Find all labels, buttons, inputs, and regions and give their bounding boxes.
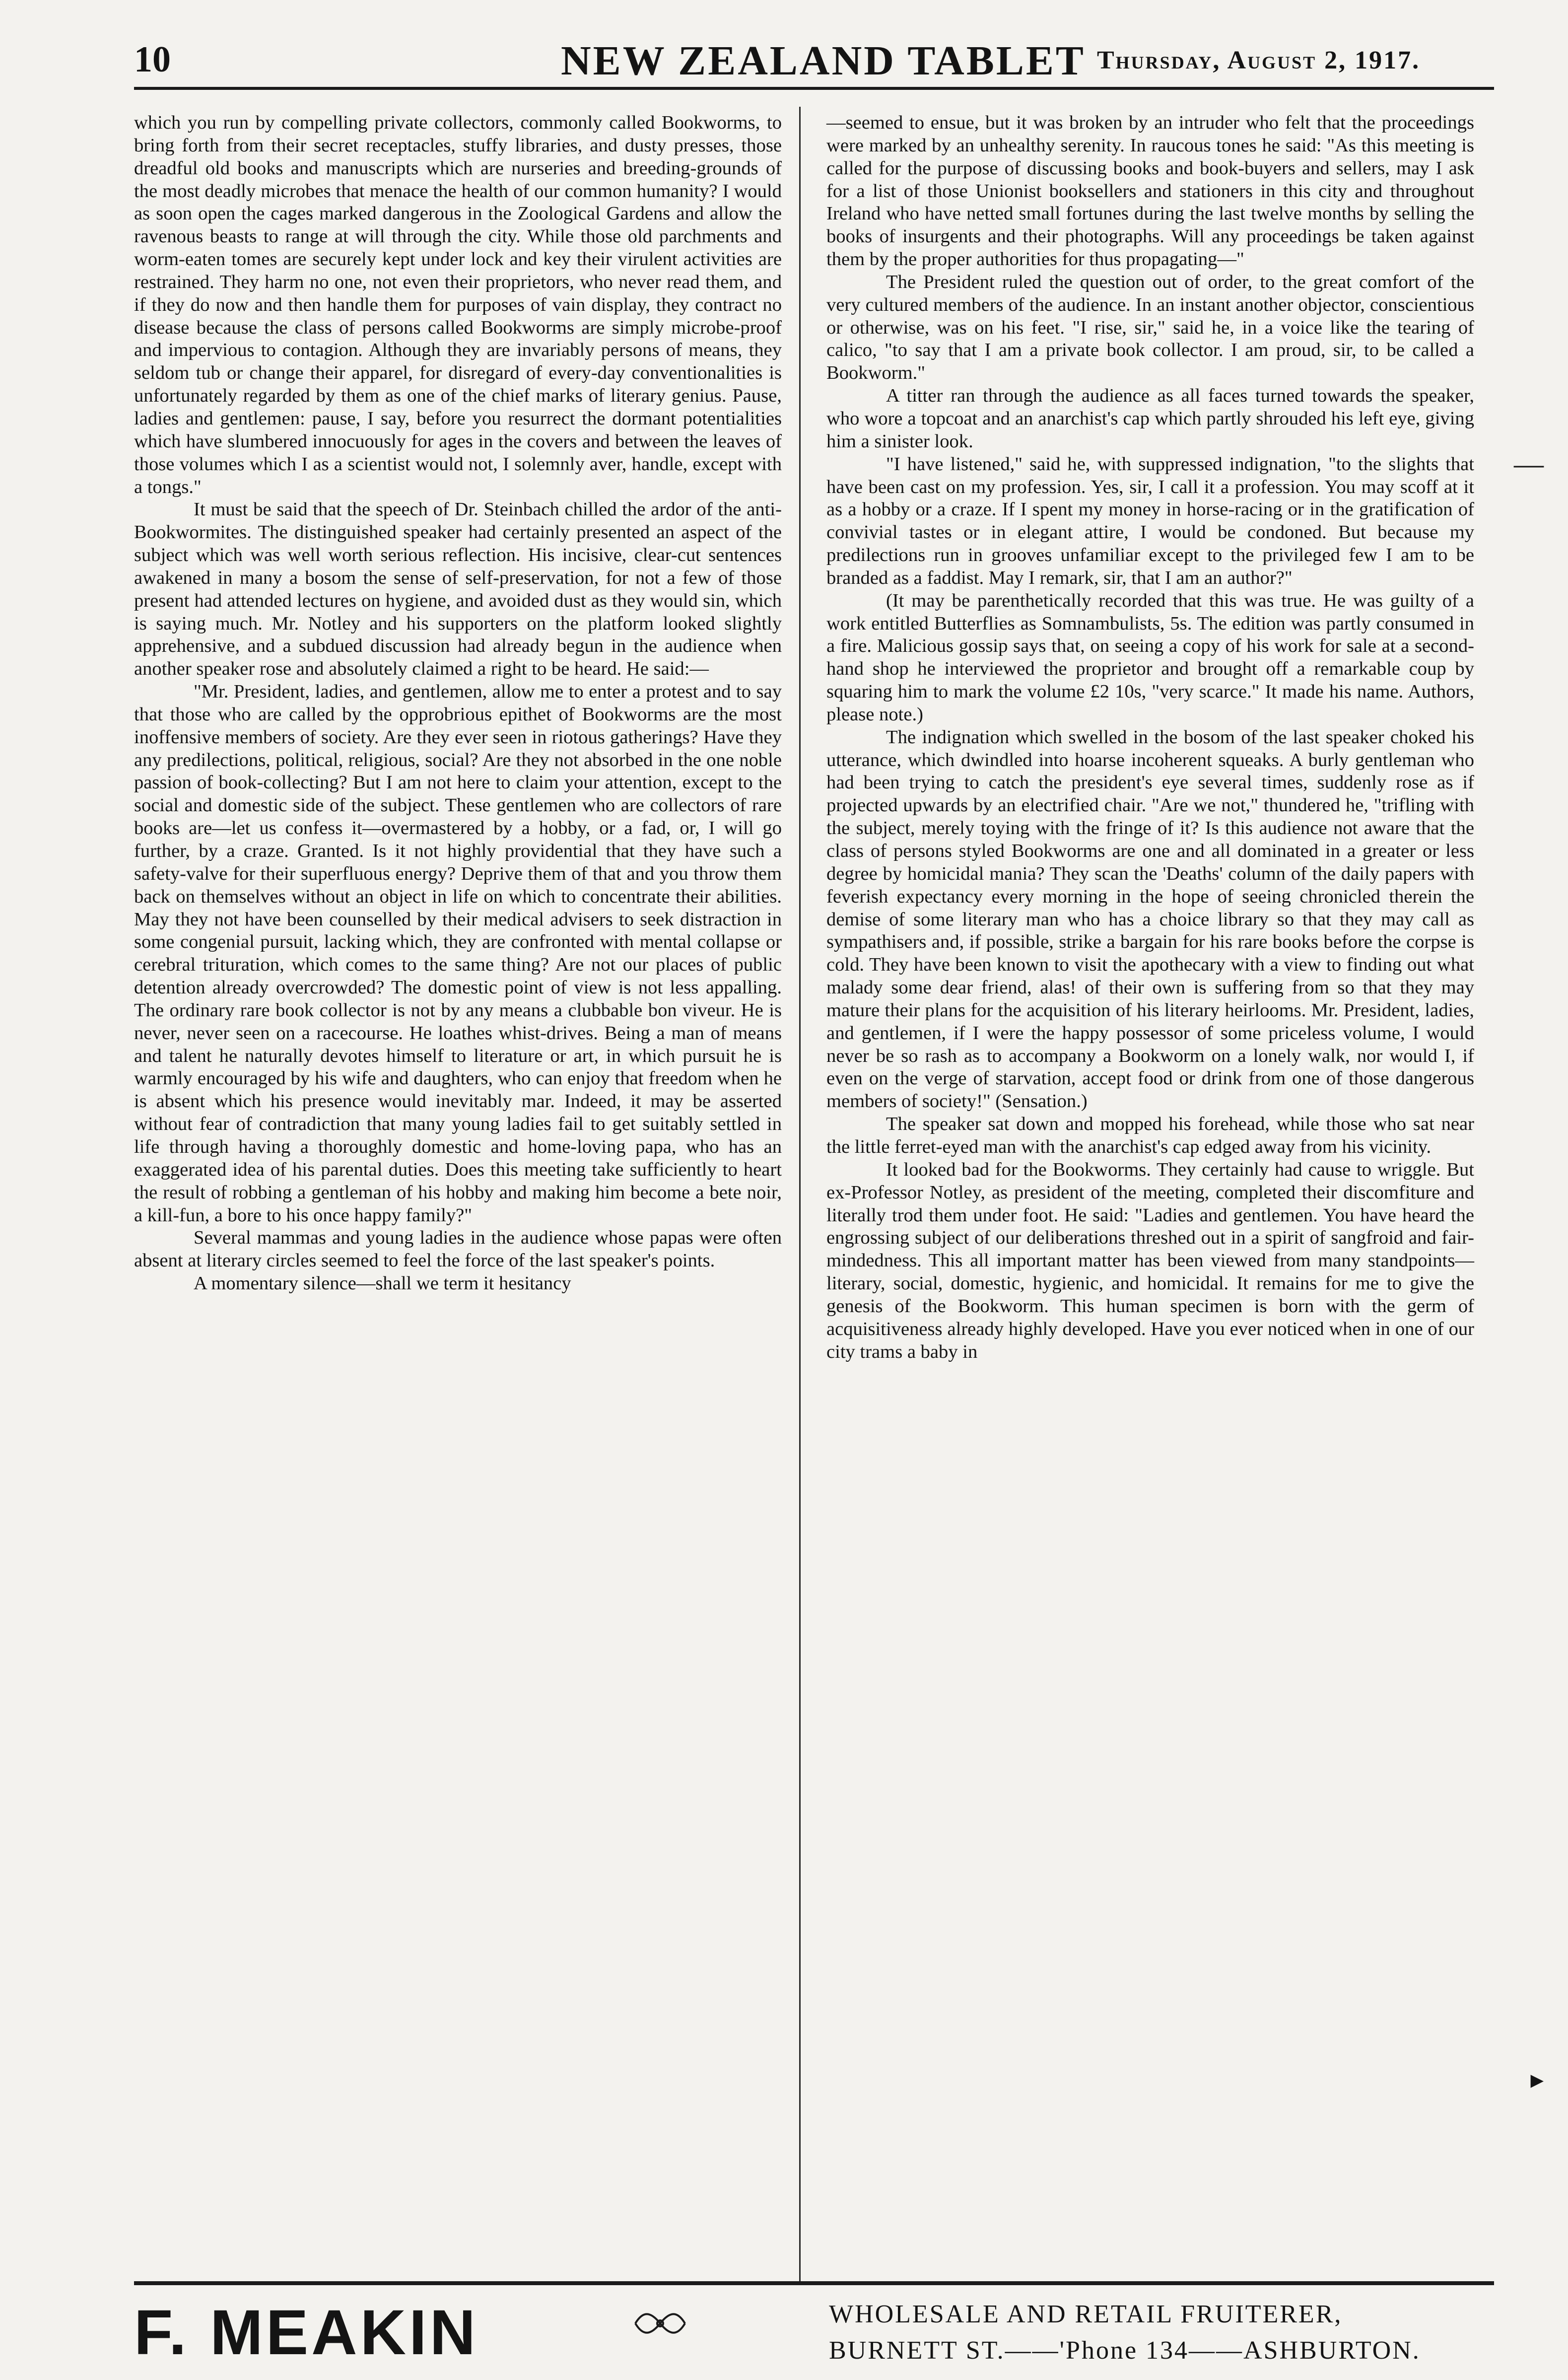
issue-date: Thursday, August 2, 1917. — [1097, 46, 1421, 74]
masthead — [0, 0, 1568, 84]
paragraph: "Mr. President, ladies, and gentlemen, allow me to enter a protest and to say that those who are called by the opprobrious epithet of Bookworms are the most inoffensive members of society. Are they ever seen in riotous gatherings? Have they any predilections, political, religious, social? Are they not absorbed in the one noble passion of book-collecting? But I am not here to claim your attention, except to the social and domestic side of the subject. These gentlemen who are collectors of rare books are—let us confess it—overmastered by a hobby, or a fad, or, I will go further, by a craze. Granted. Is it not highly providential that they have such a safety-valve for their superfluous energy? Deprive them of that and you throw them back on themselves without an object in life on which to concentrate their abilities. May they not have been counselled by their medical advisers to seek distraction in some congenial pursuit, lacking which, they are confronted with mental collapse or cerebral trituration, which comes to the same thing? Are not our places of public detention already overcrowded? The domestic point of view is not less appalling. The ordinary rare book collector is not by any means a clubbable bon viveur. He is never, never seen on a racecourse. He loathes whist-drives. Being a man of means and talent he naturally devotes himself to literature or art, in which pursuit he is warmly encouraged by his wife and daughters, who can enjoy that freedom when he is absent which his presence would inevitably mar. Indeed, it may be asserted without fear of contradiction that many young ladies fail to get suitably settled in life through having a thoroughly domestic and home-loving papa, who has an exaggerated idea of his parental duties. Does this meeting take sufficiently to heart the result of robbing a gentleman of his hobby and making him become a bete noir, a kill-fun, a bore to his once happy family?" — [134, 681, 782, 1226]
paragraph: It looked bad for the Bookworms. They certainly had cause to wriggle. But ex-Professor Notley, as president of the meeting, completed their discomfiture and literally trod them under foot. He said: "Ladies and gentlemen. You have heard the engrossing subject of our deliberations threshed out in a spirit of sangfroid and fair-mindedness. This all important matter has been viewed from many standpoints—literary, social, domestic, hygienic, and homicidal. It remains for me to give the genesis of the Bookworm. This human specimen is born with the germ of acquisitiveness already highly developed. Have you ever noticed when in one of our city trams a baby in — [826, 1159, 1474, 1362]
paragraph: A titter ran through the audience as all faces turned towards the speaker, who wore a topcoat and an anarchist's cap which partly shrouded his left eye, giving him a sinister look. — [826, 385, 1474, 452]
paragraph: which you run by compelling private collectors, commonly called Bookworms, to bring forth from their secret receptacles, stuffy libraries, and dusty presses, those dreadful old books and manuscripts which are nurseries and breeding-grounds of the most deadly microbes that menace the health of our common humanity? I would as soon open the cages marked dangerous in the Zoological Gardens and allow the ravenous beasts to range at will through the city. While those old parchments and worm-eaten tomes are securely kept under lock and key their virulent activities are restrained. They harm no one, not even their proprietors, who never read them, and if they do now and then handle them for purposes of vain display, they contract no disease because the class of persons called Bookworms are simply microbe-proof and impervious to contagion. Although they are invariably persons of means, they seldom tub or change their apparel, for disregard of every-day conventionalities is unfortunately regarded by them as one of the chief marks of literary genius. Pause, ladies and gentlemen: pause, I say, before you resurrect the dormant potentialities which have slumbered innocuously for ages in the covers and between the leaves of those volumes which I as a scientist would not, I solemnly aver, handle, except with a tongs." — [134, 112, 782, 497]
header-rule — [134, 87, 1494, 90]
paragraph: A momentary silence—shall we term it hesitancy — [194, 1273, 571, 1294]
advertiser-name: F. MEAKIN — [134, 2297, 478, 2368]
paragraph: Several mammas and young ladies in the audience whose papas were often absent at literary circles seemed to feel the force of the last speaker's points. — [134, 1227, 782, 1271]
newspaper-title: NEW ZEALAND TABLET — [561, 38, 1086, 84]
right-column — [826, 112, 1474, 1363]
left-column — [134, 112, 782, 1295]
page-number: 10 — [134, 39, 171, 80]
paragraph: (It may be parenthetically recorded that this was true. He was guilty of a work entitled Butterflies as Somnambulists, 5s. The edition was partly consumed in a fire. Malicious gossip says that, on seeing a copy of his work for sale at a second-hand shop he interviewed the proprietor and brought off a remarkable coup by squaring him to mark the volume £2 10s, "very scarce." It made his name. Authors, please note.) — [826, 590, 1474, 725]
margin-dash-mark: — — [1514, 447, 1544, 480]
footer-rule — [134, 2281, 1494, 2285]
ornament-icon — [633, 2309, 687, 2338]
paragraph: The President ruled the question out of order, to the great comfort of the very cultured members of the audience. In an instant another objector, conscientious or otherwise, was on his feet. "I rise, sir," said he, in a voice like the tearing of calico, "to say that I am a private book collector. I am proud, sir, to be called a Bookworm." — [826, 271, 1474, 384]
paragraph: The indignation which swelled in the bosom of the last speaker choked his utterance, which dwindled into hoarse incoherent squeaks. A burly gentleman who had been trying to catch the president's eye several times, suddenly rose as if projected upwards by an electrified chair. "Are we not," thundered he, "trifling with the subject, merely toying with the fringe of it? Is this audience not aware that the class of persons styled Bookworms are one and all dominated in a greater or less degree by homicidal mania? They scan the 'Deaths' column of the daily papers with feverish expectancy every morning in the hope of seeing chronicled therein the demise of some literary man who has a choice library so that they may call as sympathisers and, if possible, strike a bargain for his rare books before the corpse is cold. They have been known to visit the apothecary with a view to finding out what malady some dear friend, alas! of their own is suffering from so that they may mature their plans for the acquisition of his literary heirlooms. Mr. President, ladies, and gentlemen, if I were the happy possessor of some priceless volume, I would never be so rash as to accompany a Bookworm on a lonely walk, nor would I, if even on the verge of starvation, accept food or drink from one of those dangerous members of society!" (Sensation.) — [826, 726, 1474, 1112]
paragraph: "I have listened," said he, with suppressed indignation, "to the slights that have been cast on my profession. Yes, sir, I call it a profession. You may scoff at it as a hobby or a craze. If I spent my money in horse-racing or in the gratification of convivial tastes or in elegant attire, I would be condoned. But because my predilections run in grooves unfamiliar except to the privileged few I am to be branded as a faddist. May I remark, sir, that I am an author?" — [826, 453, 1474, 588]
margin-arrow-icon: ► — [1526, 2068, 1548, 2093]
advertisement-line-1: WHOLESALE AND RETAIL FRUITERER, — [829, 2300, 1343, 2328]
paragraph: The speaker sat down and mopped his forehead, while those who sat near the little ferret-eyed man with the anarchist's cap edged away from his vicinity. — [826, 1114, 1474, 1157]
paragraph: —seemed to ensue, but it was broken by an intruder who felt that the proceedings were marked by an unhealthy serenity. In raucous tones he said: "As this meeting is called for the purpose of discussing books and book-buyers and sellers, may I ask for a list of those Unionist booksellers and stationers in this city and throughout Ireland who have netted small fortunes during the last twelve months by selling the books of insurgents and their photographs. Will any proceedings be taken against them by the proper authorities for thus propagating—" — [826, 112, 1474, 270]
advertisement-line-2: BURNETT ST.——'Phone 134——ASHBURTON. — [829, 2336, 1421, 2365]
paragraph: It must be said that the speech of Dr. Steinbach chilled the ardor of the anti-Bookwormites. The distinguished speaker had certainly presented an aspect of the subject which was well worth serious reflection. His incisive, clear-cut sentences awakened in many a bosom the sense of self-preservation, for not a few of those present had attended lectures on hygiene, and avoided dust as they would sin, which is saying much. Mr. Notley and his supporters on the platform looked slightly apprehensive, and a subdued discussion had already begun in the audience when another speaker rose and absolutely claimed a right to be heard. He said:— — [134, 499, 782, 680]
column-divider — [799, 107, 801, 2281]
